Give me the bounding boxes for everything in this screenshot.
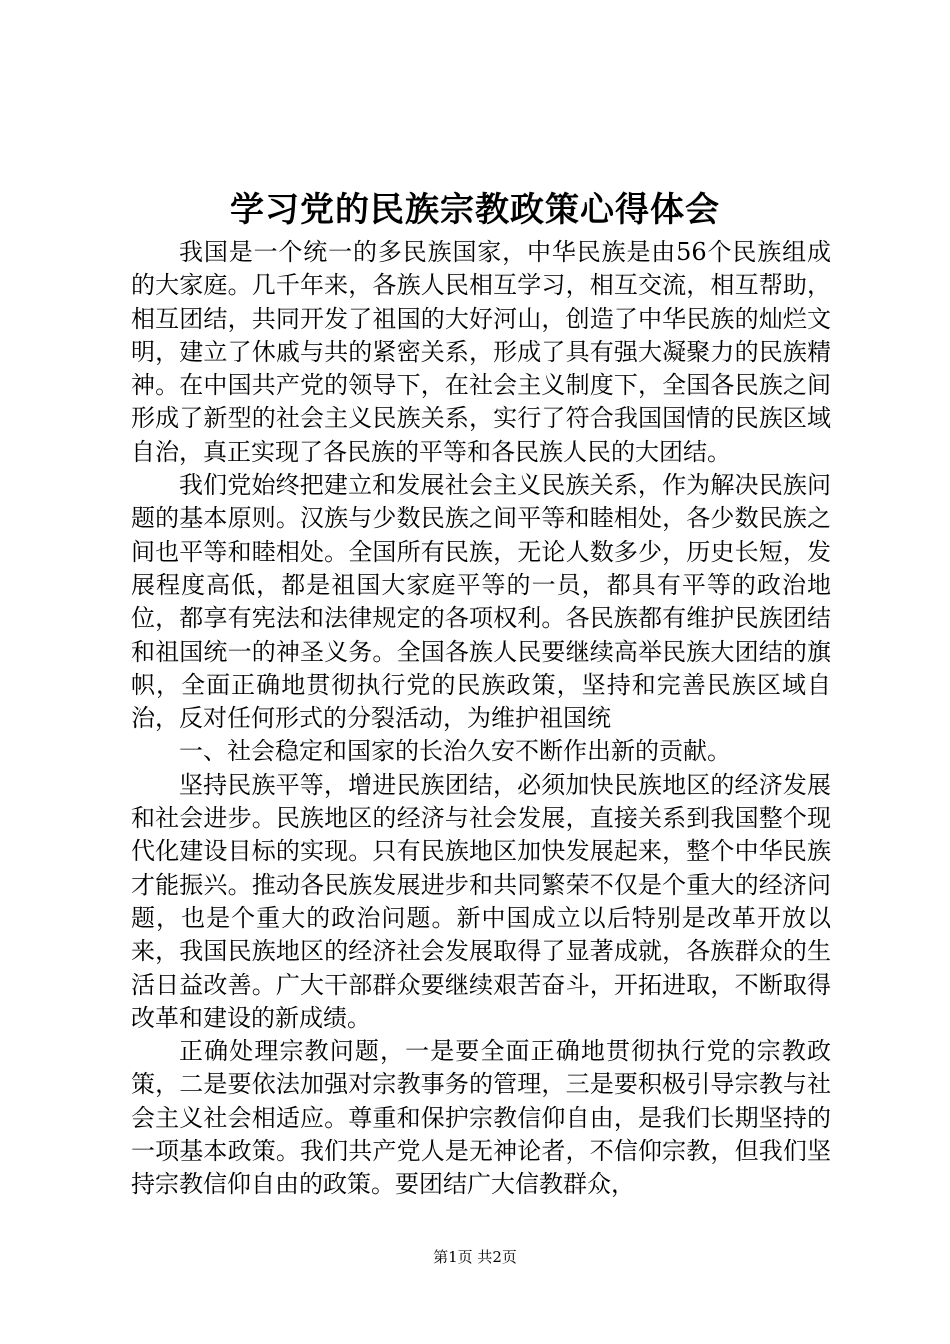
document-body	[131, 236, 831, 1202]
paragraph-2: 我们党始终把建立和发展社会主义民族关系，作为解决民族问题的基本原则。汉族与少数民族之间平等和睦相处，各少数民族之间也平等和睦相处。全国所有民族，无论人数多少，历史长短，发展程度高低，都是祖国大家庭平等的一员，都具有平等的政治地位，都享有宪法和法律规定的各项权利。各民族都有维护民族团结和祖国统一的神圣义务。全国各族人民要继续高举民族大团结的旗帜，全面正确地贯彻执行党的民族政策，坚持和完善民族区域自治，反对任何形式的分裂活动，为维护祖国统	[131, 471, 831, 733]
page-number-footer: 第1页 共2页	[433, 1248, 517, 1266]
paragraph-5: 正确处理宗教问题，一是要全面正确地贯彻执行党的宗教政策，二是要依法加强对宗教事务的管理，三是要积极引导宗教与社会主义社会相适应。尊重和保护宗教信仰自由，是我们长期坚持的一项基本政策。我们共产党人是无神论者，不信仰宗教，但我们坚持宗教信仰自由的政策。要团结广大信教群众，	[131, 1037, 831, 1199]
paragraph-1: 我国是一个统一的多民族国家，中华民族是由56个民族组成的大家庭。几千年来，各族人民相互学习，相互交流，相互帮助，相互团结，共同开发了祖国的大好河山，创造了中华民族的灿烂文明，建立了休戚与共的紧密关系，形成了具有强大凝聚力的民族精神。在中国共产党的领导下，在社会主义制度下，全国各民族之间形成了新型的社会主义民族关系，实行了符合我国国情的民族区域自治，真正实现了各民族的平等和各民族人民的大团结。	[131, 238, 831, 466]
document-title: 学习党的民族宗教政策心得体会	[230, 190, 720, 230]
paragraph-3: 一、社会稳定和国家的长治久安不断作出新的贡献。	[179, 737, 731, 766]
paragraph-4: 坚持民族平等，增进民族团结，必须加快民族地区的经济发展和社会进步。民族地区的经济与社会发展，直接关系到我国整个现代化建设目标的实现。只有民族地区加快发展起来，整个中华民族才能振兴。推动各民族发展进步和共同繁荣不仅是个重大的经济问题，也是个重大的政治问题。新中国成立以后特别是改革开放以来，我国民族地区的经济社会发展取得了显著成就，各族群众的生活日益改善。广大干部群众要继续艰苦奋斗，开拓进取，不断取得改革和建设的新成绩。	[131, 770, 831, 1032]
